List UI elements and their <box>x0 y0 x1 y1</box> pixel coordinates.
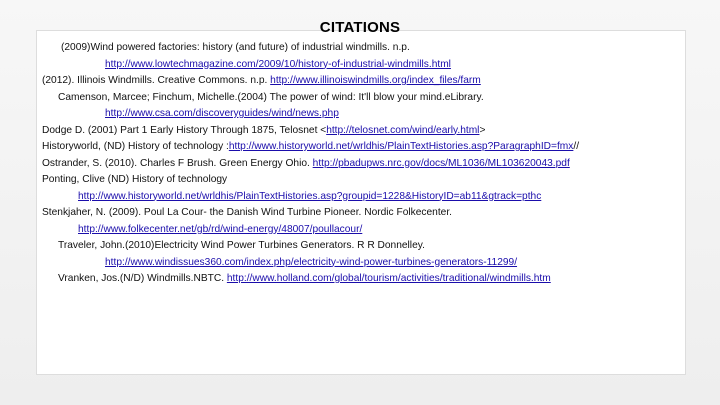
slide-title: CITATIONS <box>319 19 401 36</box>
citation-text: Dodge D. (2001) Part 1 Early History Through 1875, Telosnet < <box>42 124 327 136</box>
citation-link[interactable]: http://pbadupws.nrc.gov/docs/ML1036/ML103620043.pdf <box>312 157 570 169</box>
citation-text: Camenson, Marcee; Finchum, Michelle.(2004) The power of wind: It'll blow your mind.eLibrary. <box>58 91 484 103</box>
citation-line <box>42 238 682 255</box>
citation-link[interactable]: http://www.historyworld.net/wrldhis/PlainTextHistories.asp?ParagraphID=fmx <box>228 141 574 152</box>
citation-link[interactable]: http://www.folkecenter.net/gb/rd/wind-energy/48007/poullacour/ <box>78 223 363 235</box>
citation-line <box>42 222 682 239</box>
citation-link[interactable]: http://www.historyworld.net/wrldhis/PlainTextHistories.asp?groupid=1228&HistoryID=ab11&gtrack=pthc <box>78 190 542 202</box>
citation-line <box>42 90 682 107</box>
citation-suffix: > <box>479 124 486 136</box>
citation-link[interactable]: http://www.holland.com/global/tourism/activities/traditional/windmills.htm <box>226 273 551 284</box>
citation-link[interactable]: http://www.windissues360.com/index.php/electricity-wind-power-turbines-generators-11299/ <box>105 256 518 268</box>
citation-line <box>42 189 682 206</box>
citation-line <box>42 172 682 189</box>
citation-link[interactable]: http://www.illinoiswindmills.org/index_files/farm <box>270 75 481 86</box>
citation-line <box>42 106 682 123</box>
citation-link[interactable]: http://www.lowtechmagazine.com/2009/10/history-of-industrial-windmills.html <box>105 58 451 70</box>
citation-text: Traveler, John.(2010)Electricity Wind Power Turbines Generators. R R Donnelley. <box>58 240 425 251</box>
citation-suffix: // <box>573 141 580 152</box>
citation-line <box>42 123 682 140</box>
citation-line <box>42 271 682 288</box>
citation-line <box>42 40 682 57</box>
citation-text: Ostrander, S. (2010). Charles F Brush. Green Energy Ohio. <box>42 157 313 169</box>
citation-text: (2012). Illinois Windmills. Creative Commons. n.p. <box>42 75 271 86</box>
citation-link[interactable]: http://telosnet.com/wind/early.html <box>326 124 480 136</box>
citation-link[interactable]: http://www.csa.com/discoveryguides/wind/news.php <box>105 108 339 119</box>
citation-line <box>42 255 682 272</box>
citation-text: Vranken, Jos.(N/D) Windmills.NBTC. <box>58 273 227 284</box>
citation-line <box>42 57 682 74</box>
citation-line <box>42 205 682 222</box>
citation-line <box>42 139 682 156</box>
citation-text: Stenkjaher, N. (2009). Poul La Cour- the Danish Wind Turbine Pioneer. Nordic Folkecenter. <box>42 207 452 218</box>
citation-text: Historyworld, (ND) History of technology : <box>42 141 229 152</box>
citation-line <box>42 73 682 90</box>
citation-text: Ponting, Clive (ND) History of technology <box>42 174 228 185</box>
citation-list <box>42 40 682 288</box>
citation-text: (2009)Wind powered factories: history (and future) of industrial windmills. n.p. <box>61 42 410 53</box>
citation-line <box>42 156 682 173</box>
